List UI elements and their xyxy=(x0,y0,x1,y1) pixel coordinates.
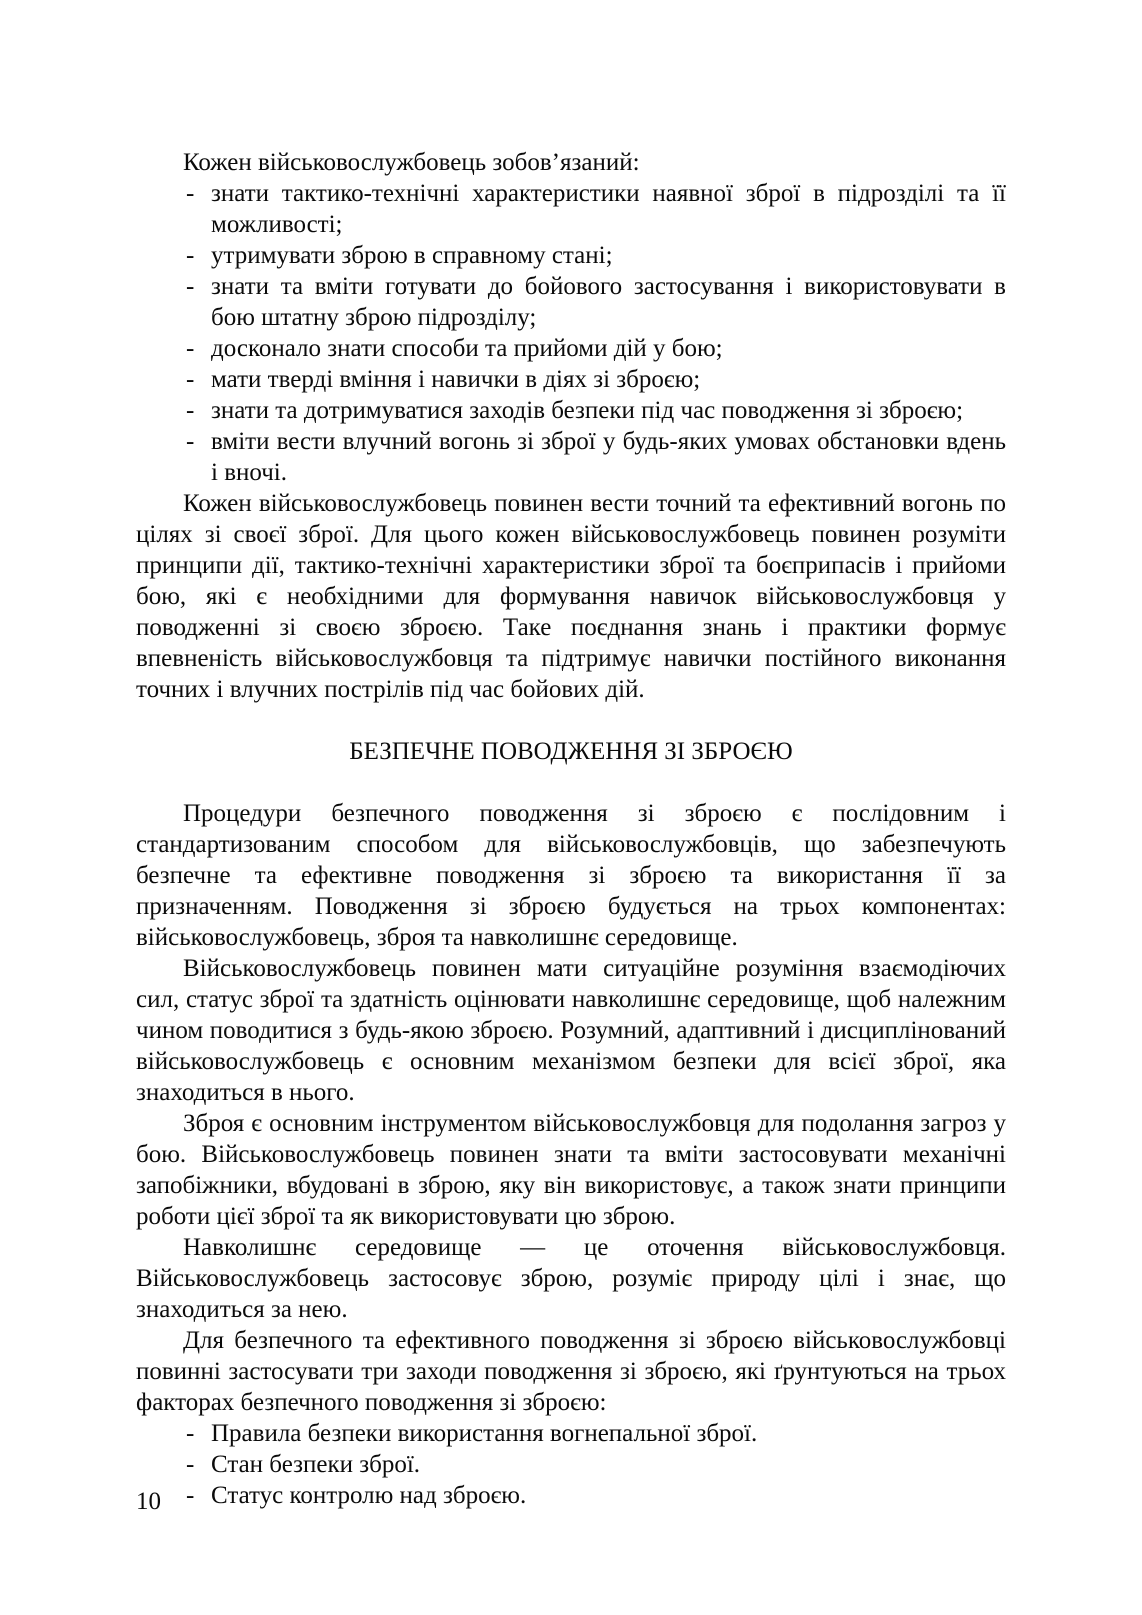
paragraph-serviceman: Військовослужбовець повинен мати ситуаційне розуміння взаємодіючих сил, статус зброї та здатність оцінювати навколишнє середовище, щоб належним чином поводитися з будь-якою зброєю. Розумний, адаптивний і дисциплінований військовослужбовець є основним механізмом безпеки для всієї зброї, яка знаходиться в нього. xyxy=(136,955,1006,1106)
list-item-text: Статус контролю над зброєю. xyxy=(211,1482,527,1509)
measures-list xyxy=(136,1418,1006,1511)
list-item-dash: - xyxy=(186,1482,195,1509)
list-item xyxy=(136,333,1006,364)
list-item-text: знати та вміти готувати до бойового застосування і використовувати в бою штатну зброю підрозділу; xyxy=(211,273,1006,331)
list-item xyxy=(136,1480,1006,1511)
list-item-dash: - xyxy=(186,1451,195,1478)
page-content xyxy=(136,147,1006,1511)
list-item-text: Правила безпеки використання вогнепальної зброї. xyxy=(211,1420,758,1447)
list-item xyxy=(136,395,1006,426)
intro-paragraph: Кожен військовослужбовець зобов’язаний: xyxy=(183,149,640,176)
paragraph-procedures: Процедури безпечного поводження зі зброєю є послідовним і стандартизованим способом для військовослужбовців, що забезпечують безпечне та ефективне поводження зі зброєю та використання її за призначенням. Поводження зі зброєю будується на трьох компонентах: військовослужбовець, зброя та навколишнє середовище. xyxy=(136,800,1006,951)
paragraph-weapon: Зброя є основним інструментом військовослужбовця для подолання загроз у бою. Військовослужбовець повинен знати та вміти застосовувати механічні запобіжники, вбудовані в зброю, яку він використовує, а також знати принципи роботи цієї зброї та як використовувати цю зброю. xyxy=(136,1110,1006,1230)
list-item-text: знати тактико-технічні характеристики наявної зброї в підрозділі та її можливості; xyxy=(211,180,1006,238)
paragraph-three-measures: Для безпечного та ефективного поводження зі зброєю військовослужбовці повинні застосувати три заходи поводження зі зброєю, які ґрунтуються на трьох факторах безпечного поводження зі зброєю: xyxy=(136,1327,1006,1416)
paragraph-environment: Навколишнє середовище — це оточення військовослужбовця. Військовослужбовець застосовує зброю, розуміє природу цілі і знає, що знаходиться за нею. xyxy=(136,1234,1006,1323)
list-item xyxy=(136,240,1006,271)
blank-line xyxy=(136,767,1006,798)
list-item xyxy=(136,271,1006,333)
list-item-text: знати та дотримуватися заходів безпеки під час поводження зі зброєю; xyxy=(211,397,964,424)
paragraph-accurate-fire: Кожен військовослужбовець повинен вести точний та ефективний вогонь по цілях зі своєї зброї. Для цього кожен військовослужбовець повинен розуміти принципи дії, тактико-технічні характеристики зброї та боєприпасів і прийоми бою, які є необхідними для формування навичок військовослужбовця у поводженні зі своєю зброєю. Таке поєднання знань і практики формує впевненість військовослужбовця та підтримує навички постійного виконання точних і влучних пострілів під час бойових дій. xyxy=(136,490,1006,703)
list-item xyxy=(136,1418,1006,1449)
list-item-dash: - xyxy=(186,397,195,424)
blank-line xyxy=(136,705,1006,736)
list-item xyxy=(136,364,1006,395)
list-item xyxy=(136,426,1006,488)
list-item-dash: - xyxy=(186,335,195,362)
list-item-dash: - xyxy=(186,242,195,269)
duties-list xyxy=(136,178,1006,488)
list-item-dash: - xyxy=(186,428,195,455)
list-item-dash: - xyxy=(186,180,195,207)
list-item xyxy=(136,178,1006,240)
list-item-dash: - xyxy=(186,273,195,300)
list-item-text: вміти вести влучний вогонь зі зброї у будь-яких умовах обстановки вдень і вночі. xyxy=(211,428,1006,486)
list-item xyxy=(136,1449,1006,1480)
list-item-dash: - xyxy=(186,1420,195,1447)
list-item-text: досконало знати способи та прийоми дій у бою; xyxy=(211,335,723,362)
list-item-text: утримувати зброю в справному стані; xyxy=(211,242,613,269)
section-heading: БЕЗПЕЧНЕ ПОВОДЖЕННЯ ЗІ ЗБРОЄЮ xyxy=(349,738,793,765)
list-item-text: мати тверді вміння і навички в діях зі зброєю; xyxy=(211,366,701,393)
page-number: 10 xyxy=(136,1488,161,1515)
list-item-dash: - xyxy=(186,366,195,393)
list-item-text: Стан безпеки зброї. xyxy=(211,1451,421,1478)
